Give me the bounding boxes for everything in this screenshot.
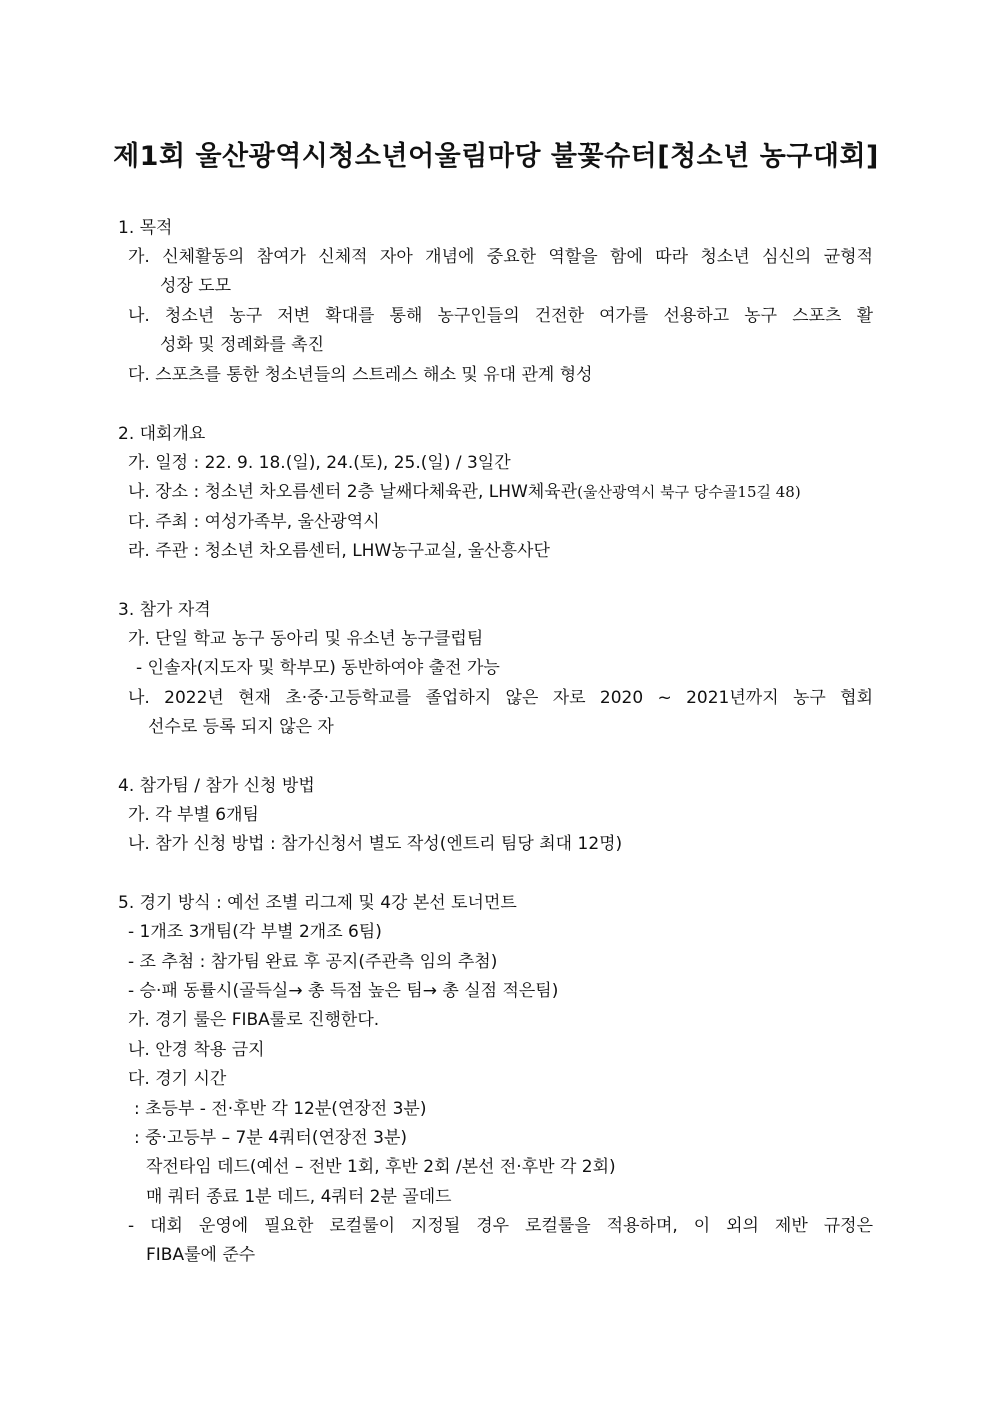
section-5-bullet-localrule-line1: - 대회 운영에 필요한 로컬룰이 지정될 경우 로컬룰을 적용하며, 이 외의 제반 규정은	[128, 1216, 873, 1236]
section-4-item-na: 나. 참가 신청 방법 : 참가신청서 별도 작성(엔트리 팀당 최대 12명)	[128, 834, 623, 854]
section-5-item-na: 나. 안경 착용 금지	[128, 1040, 265, 1060]
section-1-heading: 1. 목적	[118, 218, 173, 238]
section-5-heading: 5. 경기 방식 : 예선 조별 리그제 및 4강 본선 토너먼트	[118, 893, 517, 913]
section-3-item-ga: 가. 단일 학교 농구 동아리 및 유소년 농구클럽팀	[128, 629, 484, 649]
section-1-item-ga-line2: 성장 도모	[160, 276, 232, 296]
section-2-item-venue	[128, 480, 801, 504]
section-5-time-elementary: : 초등부 - 전·후반 각 12분(연장전 3분)	[134, 1099, 427, 1119]
section-4-heading: 4. 참가팀 / 참가 신청 방법	[118, 776, 315, 796]
section-2-item-organizer: 라. 주관 : 청소년 차오름센터, LHW농구교실, 울산흥사단	[128, 541, 550, 561]
section-3-heading: 3. 참가 자격	[118, 600, 211, 620]
section-5-bullet-draw: - 조 추첨 : 참가팀 완료 후 공지(주관측 임의 추첨)	[128, 952, 498, 972]
section-5-item-ga: 가. 경기 룰은 FIBA룰로 진행한다.	[128, 1010, 380, 1030]
section-5-time-dead: 매 쿼터 종료 1분 데드, 4쿼터 2분 골데드	[146, 1187, 452, 1207]
section-3-item-ga-sub: - 인솔자(지도자 및 학부모) 동반하여야 출전 가능	[136, 658, 500, 678]
section-2-heading: 2. 대회개요	[118, 424, 206, 444]
document-title: 제1회 울산광역시청소년어울림마당 불꽃슈터[청소년 농구대회]	[113, 141, 879, 172]
section-5-bullet-tiebreak: - 승·패 동률시(골득실→ 총 득점 높은 팀→ 총 실점 적은팀)	[128, 981, 559, 1001]
section-4-item-ga: 가. 각 부별 6개팀	[128, 805, 259, 825]
venue-main: 나. 장소 : 청소년 차오름센터 2층 날쌔다체육관, LHW체육관	[128, 482, 578, 502]
section-5-bullet-localrule-line2: FIBA룰에 준수	[146, 1245, 256, 1265]
section-1-item-na-line1: 나. 청소년 농구 저변 확대를 통해 농구인들의 건전한 여가를 선용하고 농구 스포츠 활	[128, 306, 873, 326]
section-1-item-da: 다. 스포츠를 통한 청소년들의 스트레스 해소 및 유대 관계 형성	[128, 365, 593, 385]
section-3-item-na-line1: 나. 2022년 현재 초·중·고등학교를 졸업하지 않은 자로 2020 ~ 2021년까지 농구 협회	[128, 688, 873, 708]
section-2-item-host: 다. 주최 : 여성가족부, 울산광역시	[128, 512, 380, 532]
section-2-item-schedule: 가. 일정 : 22. 9. 18.(일), 24.(토), 25.(일) / 3일간	[128, 453, 511, 473]
section-5-item-da: 다. 경기 시간	[128, 1069, 227, 1089]
section-1-item-na-line2: 성화 및 정례화를 촉진	[160, 335, 325, 355]
section-1-item-ga-line1: 가. 신체활동의 참여가 신체적 자아 개념에 중요한 역할을 함에 따라 청소년 심신의 균형적	[128, 247, 873, 267]
venue-address: (울산광역시 북구 당수골15길 48)	[577, 483, 801, 501]
section-5-bullet-groups: - 1개조 3개팀(각 부별 2개조 6팀)	[128, 922, 382, 942]
section-5-time-middle-high: : 중·고등부 – 7분 4쿼터(연장전 3분)	[134, 1128, 408, 1148]
section-5-time-timeout: 작전타임 데드(예선 – 전반 1회, 후반 2회 /본선 전·후반 각 2회)	[146, 1157, 616, 1177]
section-3-item-na-line2: 선수로 등록 되지 않은 자	[148, 717, 334, 737]
